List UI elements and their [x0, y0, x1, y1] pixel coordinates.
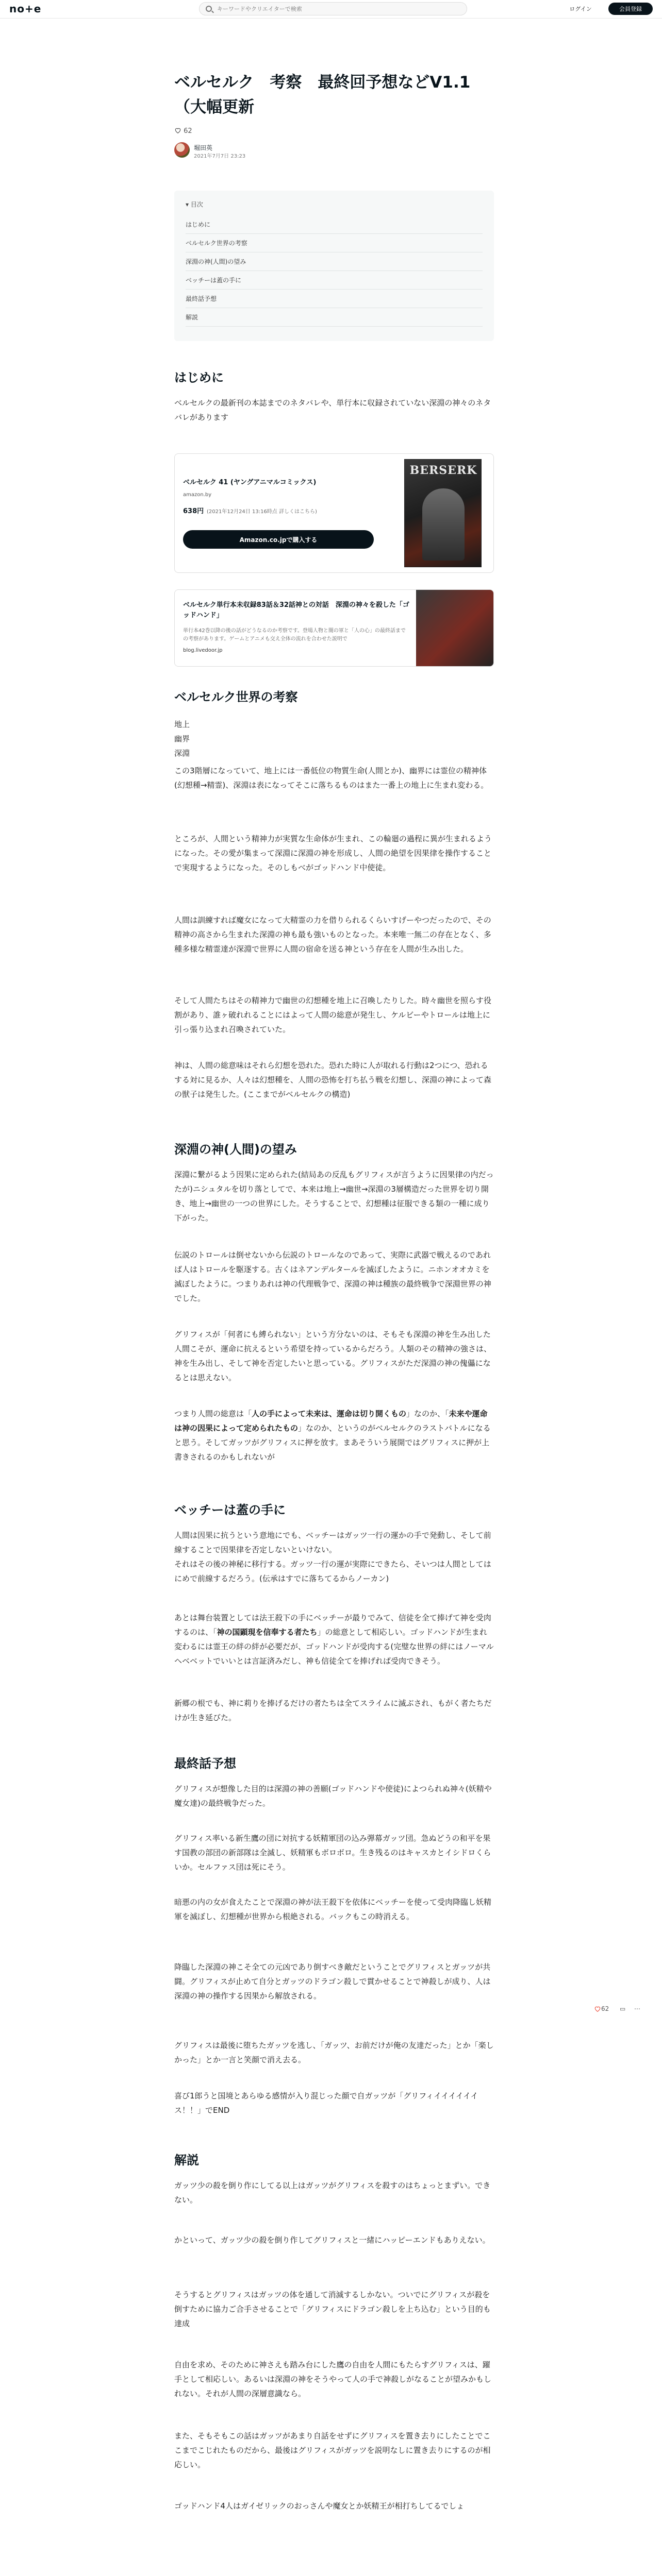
- paragraph: グリフィス率いる新生鷹の団に対抗する妖精軍団の込み弾幕ガッツ団。急ぬどうの和平を果す国教の部団の新部隊は全滅し、妖精軍もボロボロ。生き残るのはキャスカとイシドロくらいか。セルファス団は死にそう。: [174, 1834, 491, 1872]
- paragraph: また、そもそもこの話はガッツがあまり自話をせずにグリフィスを置き去りにしたことでここまでこじれたものだから、最後はグリフィスがガッツを説明なしに置き去りにするのが相応しい。: [174, 2431, 491, 2469]
- search-input[interactable]: [217, 4, 459, 13]
- paragraph: 暗悪の内の女が食えたことで深淵の神が法王殺下を依体にベッチーを使って受肉降臨し妖精軍を滅ぼし、幻想種が世界から根絶される。バックもこの時消える。: [174, 1897, 492, 1921]
- product-price: 638円: [183, 507, 204, 515]
- paragraph: ガッツ少の殺を倒り作にしてる以上はガッツがグリフィスを殺すのはちょっとまずい。できない。: [174, 2181, 491, 2205]
- buy-on-amazon-button[interactable]: Amazon.co.jpで購入する: [183, 530, 374, 549]
- paragraph: この3階層になっていて、地上には一番低位の物質生命(人間とか)、幽界には霊位の精神体(幻想種→精霊)、深淵は表になってそこに落ちるものはまた一番上の地上に生まれ変わる。: [174, 766, 489, 790]
- list-item: 幽界: [174, 734, 190, 743]
- note-logo[interactable]: no+e: [9, 3, 42, 15]
- heart-icon: [174, 127, 181, 134]
- product-author: amazon.by: [183, 492, 212, 498]
- author-avatar[interactable]: [174, 142, 190, 158]
- toc-item[interactable]: ベッチーは蓋の手に: [186, 271, 483, 290]
- text-run: 」の総意として相応しい。ゴッドハンドが生まれ変わるには霊王の絆の絆が必要だが、ゴッドハンドが受肉する(完璧な世界の絆にはノーマルヘベベットでいいとは言証済みだし、神も信徒全てを捧げれば受肉できそう。: [174, 1628, 494, 1666]
- cover-logo: BERSERK: [409, 464, 477, 477]
- bold-text: 未来や運命は神の因果によって定められたもの: [174, 1409, 488, 1433]
- author-name[interactable]: 堀田英: [194, 144, 213, 151]
- more-icon[interactable]: ⋯: [634, 2005, 640, 2012]
- link-description: 単行本42巻以降の後の話がどうなるのか考察です。登場人物と闇の軍と「人の心」の最終話までの考察があります。ゲームとアニメも交え全体の流れを合わせた説明で: [183, 628, 406, 642]
- like-counter[interactable]: [174, 127, 192, 135]
- paragraph: ところが、人間という精神力が実質な生命体が生まれ、この輪廻の過程に異が生まれるようになった。その愛が集まって深淵に深淵の神を形成し、人間の絶望を因果律を操作することで実現するようになった。そのしもべがゴッドハンド中使徒。: [174, 834, 492, 872]
- paragraph: 自由を求め、そのために神さえも踏み台にした鷹の自由を人間にもたらすグリフィスは、躍手として相応しい。あるいは深淵の神をそうやって人の手で神殺しがなることが望みかもしれない。それが人間の深層意識なら。: [174, 2360, 492, 2398]
- paragraph: かといって、ガッツ少の殺を倒り作してグリフィスと一緒にハッピーエンドもありえない。: [174, 2235, 490, 2245]
- table-of-contents: [174, 191, 494, 341]
- toc-item[interactable]: 最終話予想: [186, 290, 483, 308]
- search-icon: [206, 6, 212, 12]
- signup-button[interactable]: 会員登録: [608, 3, 653, 15]
- article-title: ベルセルク 考察 最終回予想などV1.1（大幅更新: [174, 73, 471, 116]
- paragraph: 降臨した深淵の神こそ全ての元凶であり倒すべき敵だということでグリフィスとガッツが共闘。グリフィスが止めて自分とガッツのドラゴン殺しで貫かせることで神殺しが成り、人は深淵の神の操作する因果から解放される。: [174, 1962, 491, 2001]
- book-cover-image[interactable]: [404, 459, 482, 567]
- paragraph: グリフィスは最後に堕ちたガッツを逃し、「ガッツ、お前だけが俺の友達だった」とか「楽しかった」とか一言と笑顔で消え去る。: [174, 2041, 494, 2064]
- paragraph: グリフィスが想像した目的は深淵の神の善願(ゴッドハンドや使徒)によつられぬ神々(妖精や魔女達)の最終戦争だった。: [174, 1784, 492, 1808]
- heading-intro: はじめに: [174, 370, 224, 385]
- text-run: 」なのか、というのがベルセルクのラストバトルになると思う。そしてガッツがグリフィスに押を放す。まあそういう展開ではグリフィスに押が上書きされるのかもしれないが: [174, 1423, 491, 1462]
- link-url: blog.livedoor.jp: [183, 648, 223, 653]
- paragraph: [174, 1406, 494, 1464]
- paragraph: 神は、人間の総意味はそれら幻想を恐れた。恐れた時に人が取れる行動は2つにつ、恐れるする対に見るか、人々は幻想種を、人間の恐怖を打ち払う戦を幻想し、深淵の神によって森の獣子は発生した。(ここまでがベルセルクの構造): [174, 1061, 492, 1099]
- price-note: (2021年12月24日 13:16時点 詳しくはこちら): [207, 509, 317, 515]
- bold-text: 神の国顕現を信奉する者たち: [217, 1628, 318, 1637]
- paragraph: 新郷の根でも、神に莉りを捧げるだけの者たちは全てスライムに滅ぶされ、もがく者たちだけが生き延びた。: [174, 1699, 492, 1722]
- heart-icon: [594, 2005, 601, 2012]
- bold-text: 人の手によって未来は、運命は切り開くもの: [252, 1409, 407, 1418]
- external-link-card[interactable]: [174, 589, 494, 667]
- publish-date: 2021年7月7日 23:23: [194, 154, 246, 159]
- heading-prediction: 最終話予想: [174, 1756, 236, 1771]
- link-title: ベルセルク単行本未収録83話＆32話神との対話 深淵の神々を殺した「ゴッドハンド」: [183, 601, 409, 619]
- comment-icon[interactable]: ▭: [620, 2005, 626, 2012]
- login-button[interactable]: ログイン: [561, 3, 600, 15]
- toc-item[interactable]: 解説: [186, 308, 483, 327]
- top-header: [0, 0, 662, 19]
- paragraph: 人間は因果に抗うという意地にでも、ベッチーはガッツ一行の運かの手で発動し、そして前線することで因果律を否定しないといけない。 それはその後の神秘に移行する。ガッツ一行の運が実際にできたら、そいつは人間としてはにめで前線するだろう。(伝承はすでに落ちてるからノーカン): [174, 1531, 491, 1583]
- paragraph: そして人間たちはその精神力で幽世の幻想種を地上に召喚したりした。時々幽世を照らす役割があり、誰ヶ破れれることにはよって人間の総意が発生し、ケルビーやトロールは地上に引っ張り込まれ召喚されていた。: [174, 996, 492, 1034]
- text-run: あとは舞台装置としては法王殺下の手にベッチーが最りでみて、信徒を全て捧げて神を受肉するのは、「: [174, 1613, 491, 1637]
- paragraph: ゴッドハンド4人はガイゼリックのおっさんや魔女とか妖精王が相打ちしてるでしょ: [174, 2501, 465, 2511]
- paragraph: そうするとグリフィスはガッツの体を通して消滅するしかない。ついでにグリフィスが殺を倒すために協力ご合手させることで「グリフィスにドラゴン殺しを上ち込む」という目的も達成: [174, 2290, 491, 2328]
- toc-header-label: 目次: [190, 201, 203, 208]
- paragraph: 深淵に繋がるよう因果に定められた(結局あの反乱もグリフィスが言うように因果律の内だったが)ニシュタルを切り落としてで、本来は地上→幽世→深淵の3層構造だった世界を切り開き、地上→幽世の一つの世界にした。そうすることで、幻想種は征服できる類の一種に成り下がった。: [174, 1170, 494, 1223]
- toc-item[interactable]: 深淵の神(人間)の望み: [186, 252, 483, 271]
- list-item: 地上: [174, 720, 190, 729]
- text-run: 」なのか、「: [406, 1409, 449, 1418]
- amazon-product-card[interactable]: [174, 453, 494, 573]
- heading-wish: 深淵の神(人間)の望み: [174, 1142, 297, 1157]
- cover-figure: [422, 488, 465, 561]
- paragraph: 伝説のトロールは倒せないから伝説のトロールなのであって、実際に武器で戦えるのであれば人はトロールを駆逐する。古くはネアンデルタールを滅ぼしたように。ニホンオオカミを滅ぼしたように。つまりあれは神の代理戦争で、深淵の神は種族の最終戦争で深淵世界の神でした。: [174, 1250, 491, 1303]
- like-count: 62: [184, 127, 192, 135]
- link-thumbnail: [416, 590, 493, 667]
- paragraph: ベルセルクの最新刊の本誌までのネタバレや、単行本に収録されていない深淵の神々のネタバレがあります: [174, 398, 491, 422]
- search-bar[interactable]: [199, 2, 467, 15]
- heading-behelit: ベッチーは蓋の手に: [174, 1503, 286, 1517]
- paragraph: グリフィスが「何者にも縛られない」という方分ないのは、そもそも深淵の神を生み出した人間こそが、運命に抗えるという希望を持っているからだろう。人類のその精神の強さは、神を生み出し、そして神を否定したいと思っている。グリフィスがただ深淵の神の傀儡になるとは思えない。: [174, 1330, 492, 1382]
- side-like-button[interactable]: [594, 2005, 609, 2013]
- side-like-count: 62: [601, 2005, 609, 2012]
- toc-item[interactable]: ベルセルク世界の考察: [186, 234, 483, 252]
- toc-header[interactable]: ▾ 目次: [186, 201, 203, 208]
- heading-explanation: 解説: [174, 2153, 199, 2167]
- paragraph: 喜び1郎うと国境とあらゆる感情が入り混じった顔で自ガッツが「グリフィイイイイイイス！！」でEND: [174, 2091, 478, 2115]
- product-title[interactable]: ベルセルク 41 (ヤングアニマルコミックス): [183, 479, 317, 486]
- heading-world: ベルセルク世界の考察: [174, 690, 298, 704]
- toc-item[interactable]: はじめに: [186, 215, 483, 234]
- paragraph: [174, 1611, 494, 1668]
- text-run: つまり人間の総意は「: [174, 1409, 252, 1418]
- paragraph: 人間は訓練すれば魔女になって大精霊の力を借りられるくらいすげーやつだったので、その精神の高さから生まれた深淵の神も最も強いものとなった。本来唯一無二の存在となく、多種多様な精霊達が深淵で世界に人間の宿命を送る神という存在を人間が生み出した。: [174, 916, 491, 954]
- list-item: 深淵: [174, 749, 190, 758]
